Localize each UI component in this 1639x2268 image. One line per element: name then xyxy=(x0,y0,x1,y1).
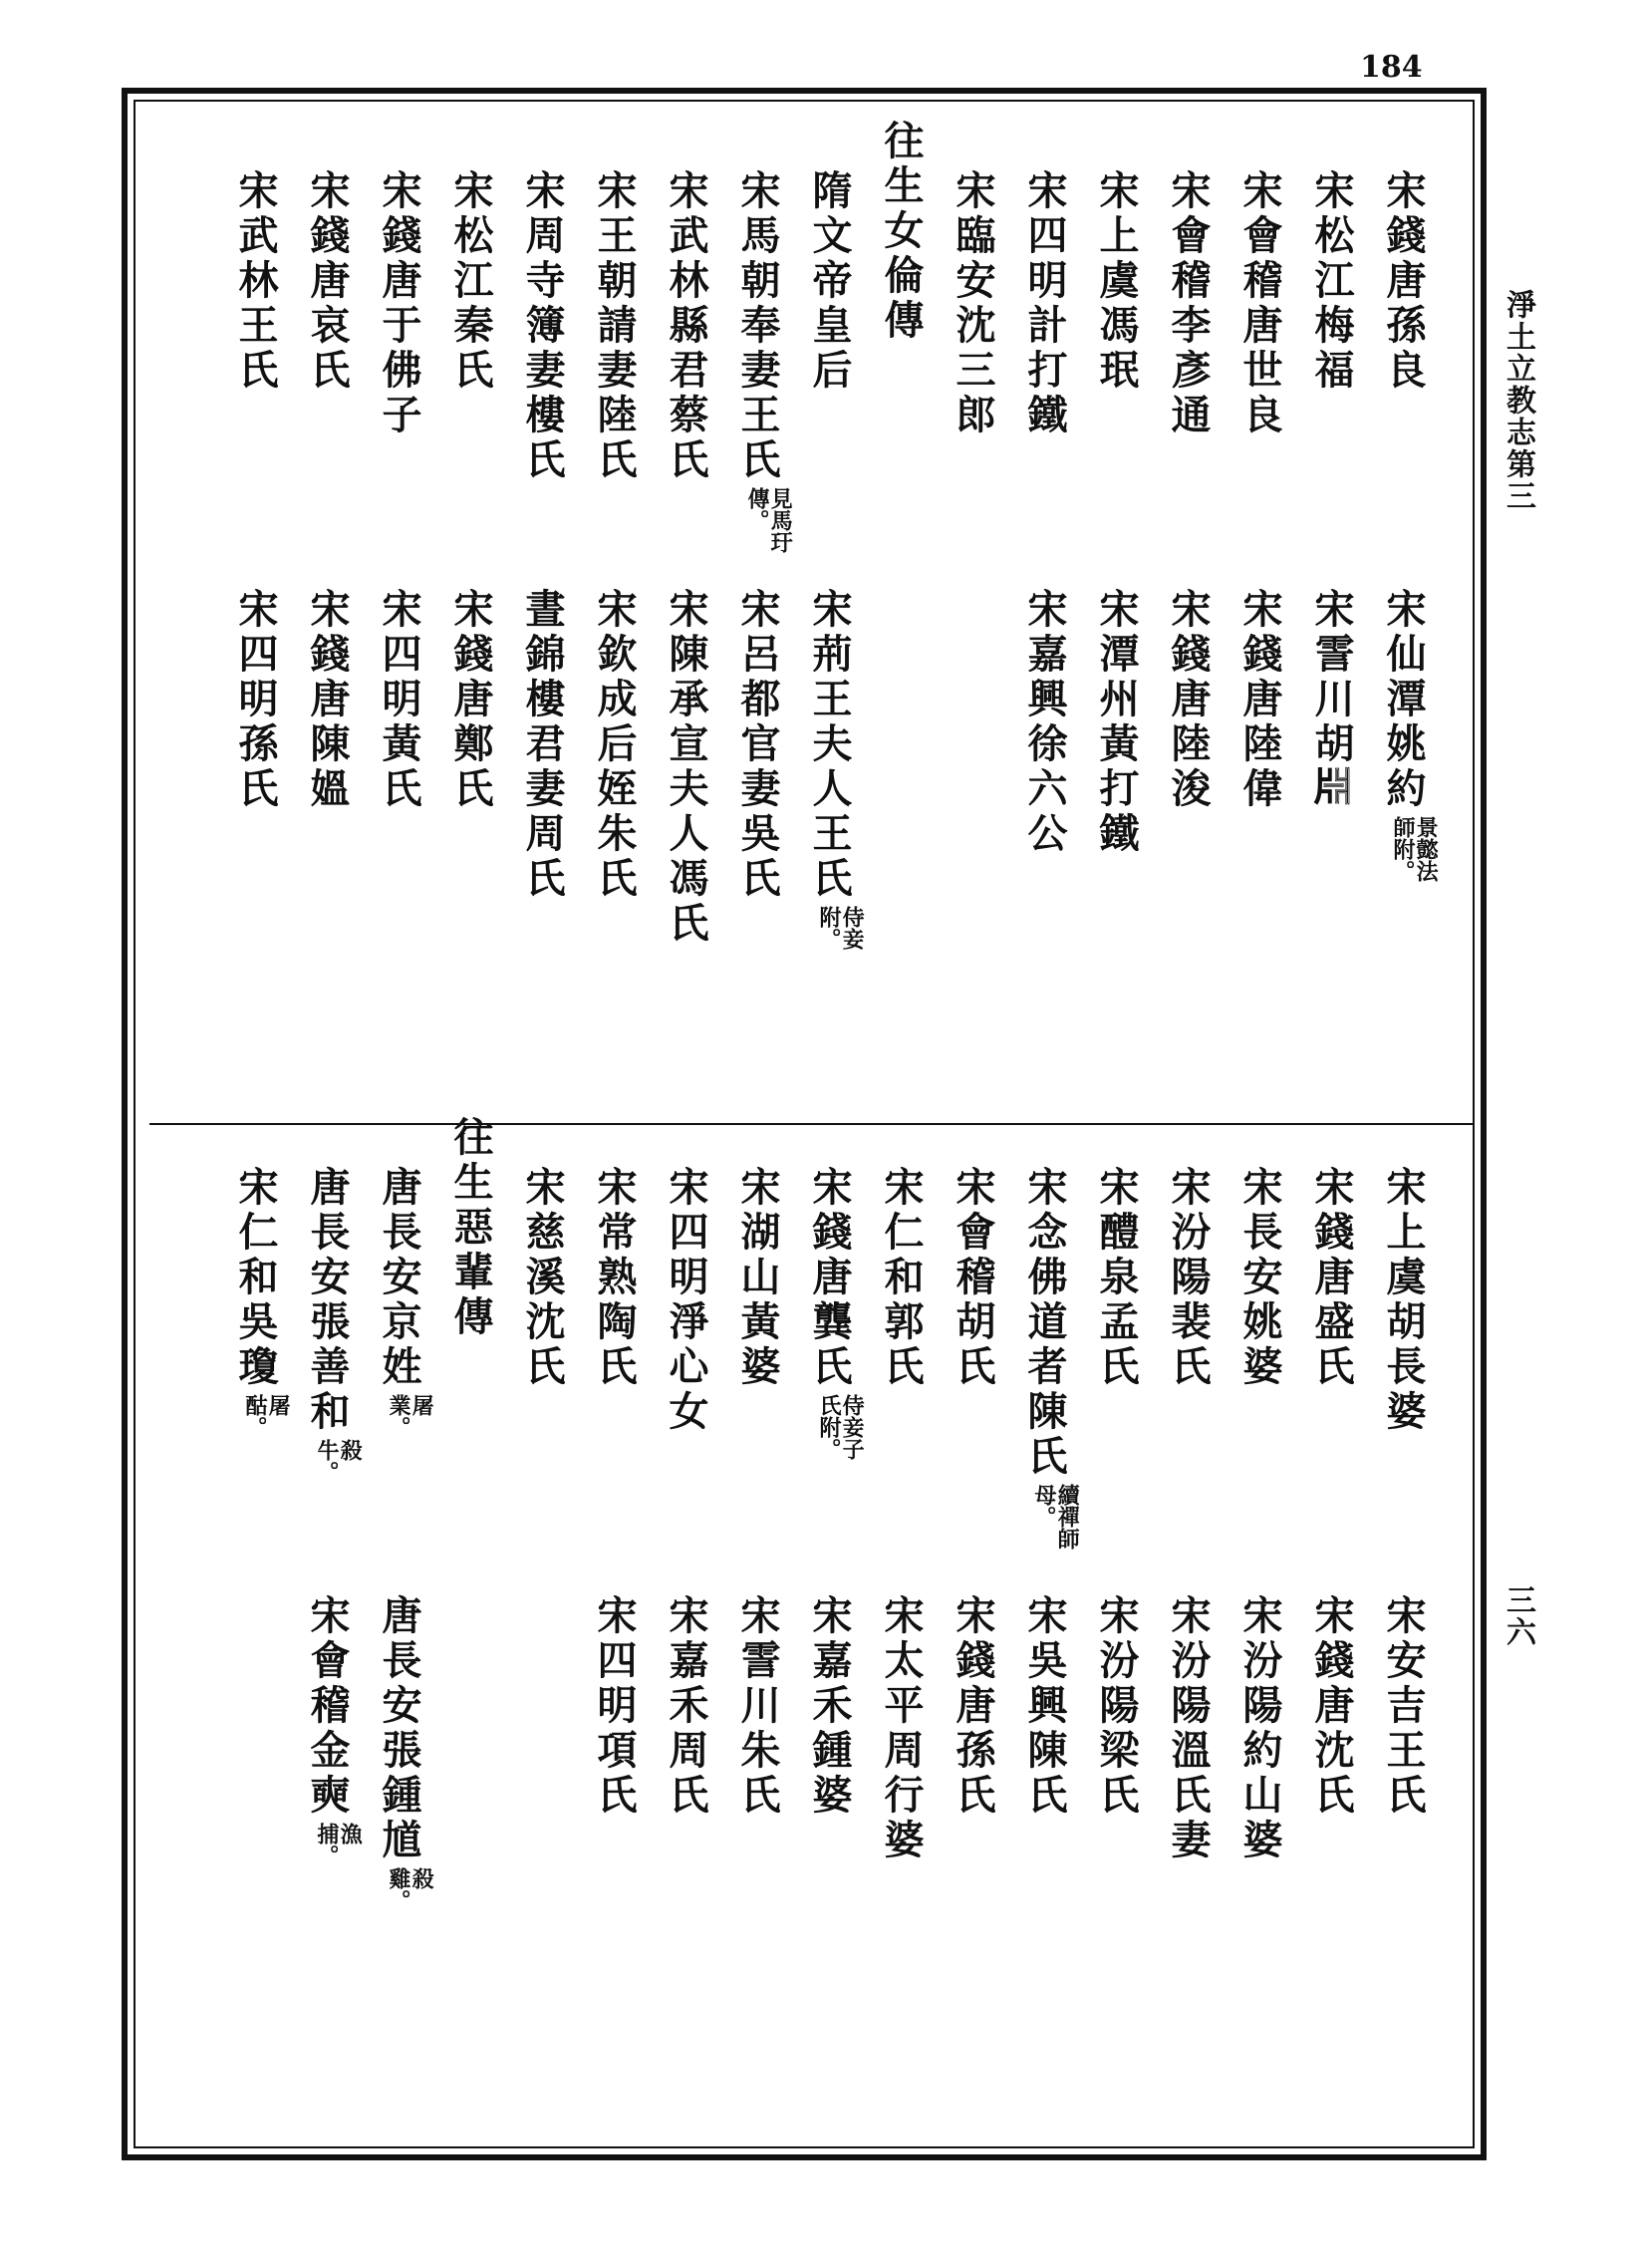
section-heading xyxy=(878,120,925,344)
toc-entry xyxy=(1236,588,1283,812)
entry-title: 宋潭州黃打鐵 xyxy=(1093,588,1140,857)
entry-title: 宋常熟陶氏 xyxy=(591,1166,638,1390)
toc-entry xyxy=(304,1166,364,1485)
toc-entry xyxy=(304,169,351,394)
toc-entry xyxy=(1093,588,1140,857)
entry-note: 漁捕。 xyxy=(314,1823,364,1866)
toc-entry xyxy=(591,1594,638,1819)
entry-note: 殺雞。 xyxy=(386,1867,435,1911)
entry-title: 宋錢唐盛氏 xyxy=(1308,1166,1355,1390)
entry-title: 宋會稽唐世良 xyxy=(1236,169,1283,438)
entry-title: 宋會稽李彥通 xyxy=(1165,169,1212,438)
toc-entry xyxy=(1093,169,1140,394)
entry-title: 宋錢唐孫氏 xyxy=(950,1594,996,1819)
entry-title: 宋錢唐鄭氏 xyxy=(447,588,494,812)
entry-title: 宋仁和吳瓊 xyxy=(232,1166,279,1390)
page-number-arabic: 184 xyxy=(1360,50,1423,85)
entry-title: 宋湖山黃婆 xyxy=(734,1166,781,1390)
toc-entry xyxy=(734,169,794,556)
entry-title: 宋安吉王氏 xyxy=(1380,1594,1427,1819)
toc-entry xyxy=(806,1166,866,1463)
toc-entry xyxy=(663,588,709,947)
toc-entry xyxy=(806,1594,853,1819)
entry-title: 隋文帝皇后 xyxy=(806,169,853,394)
entry-title: 宋錢唐龔氏 xyxy=(806,1166,853,1390)
toc-entry xyxy=(663,1166,709,1435)
entry-note: 侍妾附。 xyxy=(816,906,866,950)
entry-title: 唐長安張善和 xyxy=(304,1166,351,1435)
entry-note: 殺牛。 xyxy=(314,1439,364,1483)
toc-entry xyxy=(1165,169,1212,438)
entry-title: 宋四明淨心女 xyxy=(663,1166,709,1435)
entry-title: 宋呂都官妻吳氏 xyxy=(734,588,781,902)
toc-entry xyxy=(1093,1594,1140,1819)
entry-note: 屠酤。 xyxy=(242,1394,292,1438)
toc-entry xyxy=(447,169,494,394)
entry-title: 宋汾陽裴氏 xyxy=(1165,1166,1212,1390)
toc-entry xyxy=(591,588,638,902)
toc-entry xyxy=(447,588,494,812)
toc-entry xyxy=(232,588,279,812)
toc-entry xyxy=(663,169,709,483)
entry-title: 宋錢唐于佛子 xyxy=(376,169,422,438)
toc-entry xyxy=(1308,588,1355,812)
entry-note: 侍妾子氏附。 xyxy=(816,1394,866,1460)
entry-title: 宋松江秦氏 xyxy=(447,169,494,394)
entry-title: 宋嘉禾周氏 xyxy=(663,1594,709,1819)
entry-title: 宋錢唐沈氏 xyxy=(1308,1594,1355,1819)
entry-note: 屠業。 xyxy=(386,1394,435,1438)
toc-entry xyxy=(734,1594,781,1819)
section-divider xyxy=(149,1123,1475,1125)
entry-title: 宋吳興陳氏 xyxy=(1021,1594,1068,1819)
entry-title: 宋慈溪沈氏 xyxy=(519,1166,566,1390)
entry-title: 宋嘉興徐六公 xyxy=(1021,588,1068,857)
toc-entry xyxy=(1380,1166,1427,1435)
entry-title: 唐長安京姓 xyxy=(376,1166,422,1390)
entry-title: 宋長安姚婆 xyxy=(1236,1166,1283,1390)
toc-entry xyxy=(304,1594,364,1868)
entry-title: 宋錢唐哀氏 xyxy=(304,169,351,394)
toc-entry xyxy=(519,1166,566,1390)
entry-title: 宋錢唐孫良 xyxy=(1380,169,1427,394)
toc-entry xyxy=(663,1594,709,1819)
toc-entry xyxy=(1165,588,1212,812)
toc-entry xyxy=(950,1594,996,1819)
toc-entry xyxy=(806,169,853,394)
entry-title: 宋錢唐陳媼 xyxy=(304,588,351,812)
toc-entry xyxy=(1308,169,1355,394)
toc-entry xyxy=(1093,1166,1140,1390)
entry-title: 宋錢唐陸浚 xyxy=(1165,588,1212,812)
entry-title: 宋荊王夫人王氏 xyxy=(806,588,853,902)
toc-entry xyxy=(1165,1166,1212,1390)
toc-entry xyxy=(304,588,351,812)
entry-title: 宋四明計打鐵 xyxy=(1021,169,1068,438)
toc-entry xyxy=(1021,1166,1081,1553)
entry-title: 宋馬朝奉妻王氏 xyxy=(734,169,781,483)
entry-title: 宋松江梅福 xyxy=(1308,169,1355,394)
section-heading xyxy=(447,1116,494,1340)
toc-entry xyxy=(878,1594,925,1863)
entry-title: 宋四明項氏 xyxy=(591,1594,638,1819)
entry-title: 宋會稽金奭 xyxy=(304,1594,351,1819)
entry-title: 宋陳承宣夫人馮氏 xyxy=(663,588,709,947)
toc-entry xyxy=(1236,169,1283,438)
entry-title: 宋仙潭姚約 xyxy=(1380,588,1427,812)
entry-title: 往生女倫傳 xyxy=(878,120,925,344)
entry-title: 往生惡輩傳 xyxy=(447,1116,494,1340)
toc-entry xyxy=(734,1166,781,1390)
toc-entry xyxy=(1021,169,1068,438)
entry-title: 宋周寺簿妻樓氏 xyxy=(519,169,566,483)
toc-entry xyxy=(232,169,279,394)
entry-title: 宋會稽胡氏 xyxy=(950,1166,996,1390)
entry-title: 宋武林王氏 xyxy=(232,169,279,394)
entry-note: 見馬玗傳。 xyxy=(744,487,794,553)
toc-entry xyxy=(232,1166,292,1440)
toc-entry xyxy=(1308,1166,1355,1390)
entry-title: 宋武林縣君蔡氏 xyxy=(663,169,709,483)
running-title: 淨土立教志第三 xyxy=(1501,289,1535,512)
toc-entry xyxy=(519,588,566,902)
toc-entry xyxy=(1021,588,1068,857)
entry-title: 宋汾陽約山婆 xyxy=(1236,1594,1283,1863)
toc-entry xyxy=(1380,169,1427,394)
toc-entry xyxy=(734,588,781,902)
entry-title: 宋上虞馮珉 xyxy=(1093,169,1140,394)
entry-title: 宋仁和郭氏 xyxy=(878,1166,925,1390)
toc-entry xyxy=(1308,1594,1355,1819)
entry-title: 宋霅川胡𣶒 xyxy=(1308,588,1355,812)
toc-entry xyxy=(1021,1594,1068,1819)
toc-entry xyxy=(1236,1594,1283,1863)
toc-entry xyxy=(806,588,866,952)
toc-entry xyxy=(878,1166,925,1390)
entry-note: 景懿法師附。 xyxy=(1390,816,1440,882)
entry-title: 宋念佛道者陳氏 xyxy=(1021,1166,1068,1480)
toc-entry xyxy=(376,169,422,438)
toc-entry xyxy=(1236,1166,1283,1390)
entry-title: 晝錦樓君妻周氏 xyxy=(519,588,566,902)
toc-entry xyxy=(1165,1594,1212,1863)
toc-entry xyxy=(950,1166,996,1390)
entry-title: 宋上虞胡長婆 xyxy=(1380,1166,1427,1435)
toc-entry xyxy=(376,1166,435,1440)
entry-title: 宋四明黃氏 xyxy=(376,588,422,812)
toc-entry xyxy=(519,169,566,483)
entry-title: 宋四明孫氏 xyxy=(232,588,279,812)
toc-entry xyxy=(591,169,638,483)
entry-title: 宋汾陽梁氏 xyxy=(1093,1594,1140,1819)
entry-title: 宋醴泉孟氏 xyxy=(1093,1166,1140,1390)
entry-title: 宋欽成后姪朱氏 xyxy=(591,588,638,902)
entry-note: 續禪師母。 xyxy=(1031,1484,1081,1550)
toc-entry xyxy=(591,1166,638,1390)
entry-title: 宋嘉禾鍾婆 xyxy=(806,1594,853,1819)
entry-title: 宋王朝請妻陸氏 xyxy=(591,169,638,483)
entry-title: 宋汾陽溫氏妻 xyxy=(1165,1594,1212,1863)
toc-entry xyxy=(950,169,996,438)
toc-entry xyxy=(376,1594,435,1913)
toc-entry xyxy=(1380,1594,1427,1819)
entry-title: 宋霅川朱氏 xyxy=(734,1594,781,1819)
entry-title: 宋太平周行婆 xyxy=(878,1594,925,1863)
entry-title: 唐長安張鍾馗 xyxy=(376,1594,422,1863)
toc-entry xyxy=(1380,588,1440,885)
page-number-cjk: 三六 xyxy=(1501,1584,1535,1648)
toc-entry xyxy=(376,588,422,812)
entry-title: 宋臨安沈三郎 xyxy=(950,169,996,438)
entry-title: 宋錢唐陸偉 xyxy=(1236,588,1283,812)
